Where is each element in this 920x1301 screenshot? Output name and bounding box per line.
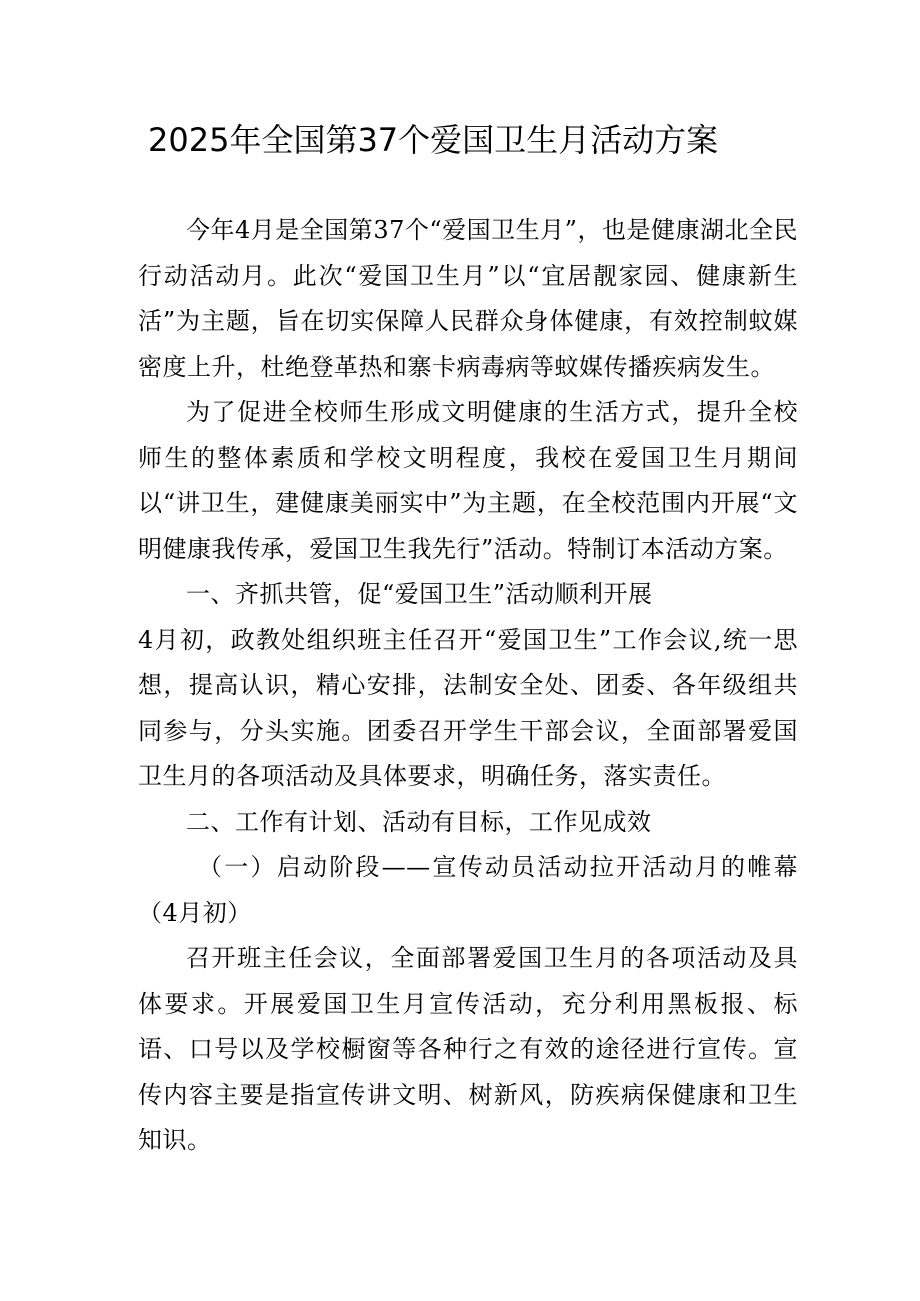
document-title: 2025年全国第37个爱国卫生月活动方案	[148, 121, 719, 159]
paragraph-intro: 今年4月是全国第37个“爱国卫生月”，也是健康湖北全民行动活动月。此次“爱国卫生月”以“宜居靓家园、健康新生活”为主题，旨在切实保障人民群众身体健康，有效控制蚊媒密度上升，杜绝登革热和寨卡病毒病等蚊媒传播疾病发生。	[138, 216, 798, 381]
document-body	[138, 208, 798, 1164]
paragraph-purpose: 为了促进全校师生形成文明健康的生活方式，提升全校师生的整体素质和学校文明程度，我校在爱国卫生月期间以“讲卫生，建健康美丽实中”为主题，在全校范围内开展“文明健康我传承，爱国卫生我先行”活动。特制订本活动方案。	[138, 398, 798, 563]
subsection-heading-one: （一）启动阶段——宣传动员活动拉开活动月的帷幕（4月初）	[138, 853, 798, 927]
paragraph-subsection-one: 召开班主任会议，全面部署爱国卫生月的各项活动及具体要求。开展爱国卫生月宣传活动，充分利用黑板报、标语、口号以及学校橱窗等各种行之有效的途径进行宣传。宣传内容主要是指宣传讲文明、树新风，防疾病保健康和卫生知识。	[138, 944, 798, 1154]
section-heading-one: 一、齐抓共管，促“爱国卫生”活动顺利开展	[186, 580, 653, 608]
section-heading-two: 二、工作有计划、活动有目标，工作见成效	[186, 807, 652, 836]
paragraph-section-one: 4月初，政教处组织班主任召开“爱国卫生”工作会议,统一思想，提高认识，精心安排，法制安全处、团委、各年级组共同参与，分头实施。团委召开学生干部会议，全面部署爱国卫生月的各项活动及具体要求，明确任务，落实责任。	[138, 625, 798, 790]
